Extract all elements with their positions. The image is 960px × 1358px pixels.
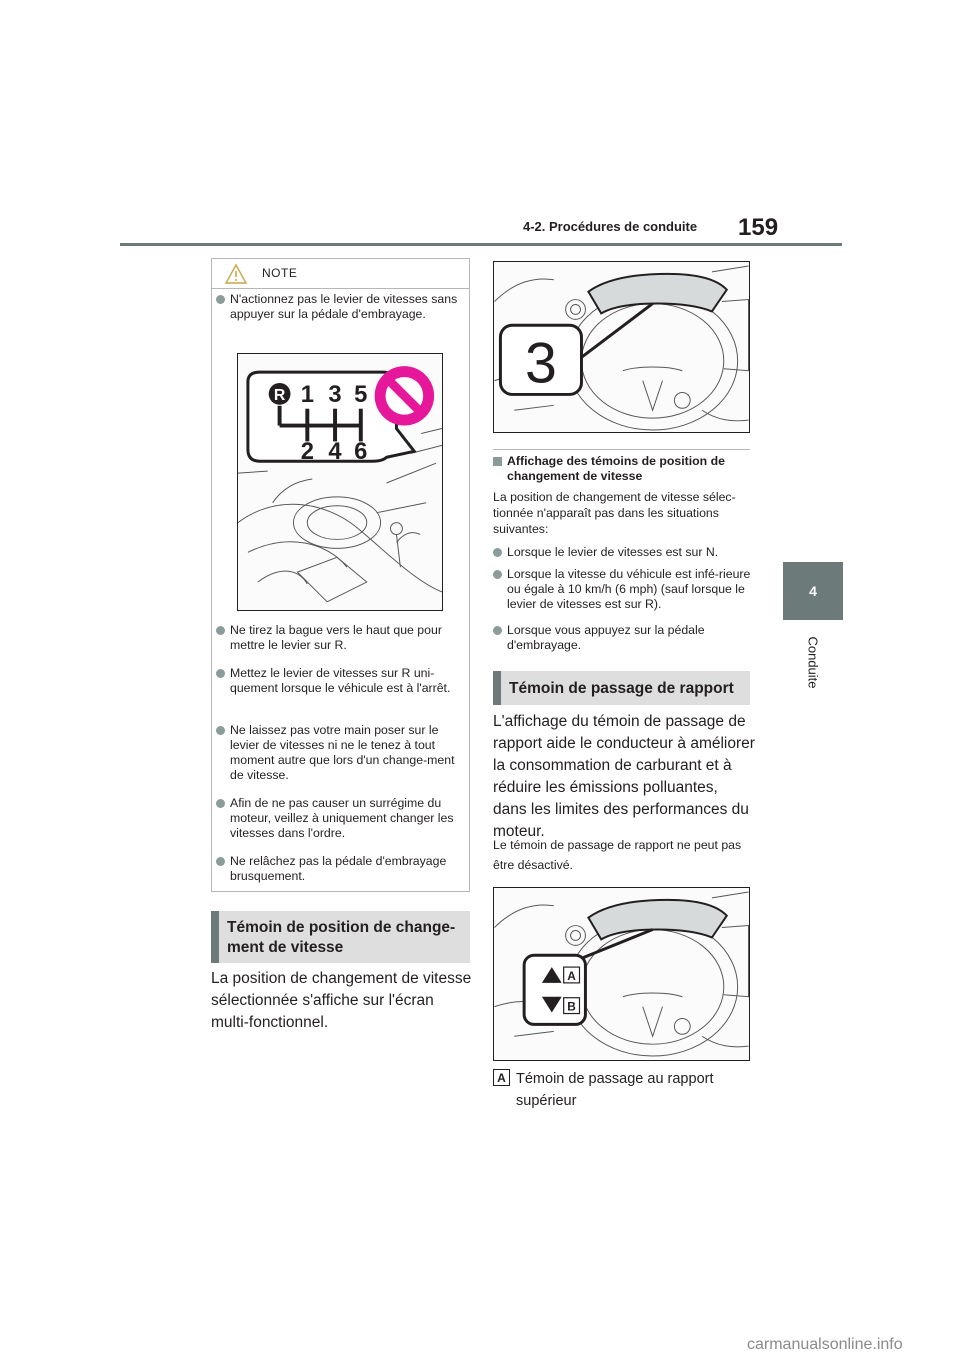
watermark: carmanualsonline.info [747, 1336, 903, 1353]
note-item: Mettez le levier de vitesses sur R uni-quement lorsque le véhicule est à l'arrêt. [216, 666, 466, 696]
note-item: Ne tirez la bague vers le haut que pour mettre le levier sur R. [216, 623, 466, 653]
indicator-label-a: A [567, 968, 576, 983]
page-number: 159 [738, 214, 779, 241]
gear-bottom-label: 6 [354, 438, 368, 466]
note-item: N'actionnez pas le levier de vitesses sans appuyer sur la pédale d'embrayage. [216, 292, 466, 322]
gear-bottom-label: 2 [300, 438, 314, 466]
gear-display-illustration [494, 262, 749, 432]
note-label: NOTE [262, 266, 298, 280]
gear-top-label: 5 [354, 380, 368, 408]
gear-bottom-label: 4 [328, 438, 342, 466]
shift-indicator-note: Le témoin de passage de rapport ne peut pas être désactivé. [493, 838, 742, 872]
callout-text: Témoin de passage au rapport supérieur [516, 1071, 714, 1109]
shift-indicator-illustration [494, 888, 749, 1060]
note-header [212, 259, 469, 289]
shift-lever-figure [237, 353, 443, 611]
gear-position-paragraph: La position de changement de vitesse sélectionnée s'affiche sur l'écran multi-fonctionnel. [211, 970, 472, 1031]
subsection-heading: Affichage des témoins de position de changement de vitesse [493, 454, 753, 484]
section-heading-gear-position: Témoin de position de change-ment de vitesse [211, 911, 470, 963]
chapter-number: 4 [809, 583, 817, 599]
gear-top-label: 1 [300, 380, 314, 408]
subsection-intro: La position de changement de vitesse sélec-tionnée n'apparaît pas dans les situations suivantes: [493, 490, 736, 536]
chapter-tab [783, 562, 843, 620]
note-item: Ne laissez pas votre main poser sur le levier de vitesses ni ne le tenez à tout moment autre que lors d'un change-ment de vitesse. [216, 723, 466, 783]
header-rule [120, 243, 842, 246]
subsection-rule [493, 449, 750, 450]
prohibited-icon [375, 366, 434, 425]
warning-triangle-icon [224, 263, 248, 285]
note-item: Afin de ne pas causer un surrégime du moteur, veillez à uniquement changer les vitesses dans l'ordre. [216, 796, 466, 841]
gear-number-digit: 3 [525, 331, 557, 396]
gear-reverse-label: R [273, 386, 286, 404]
callout-letter-box: A [493, 1069, 510, 1086]
section-heading-shift-indicator: Témoin de passage de rapport [493, 671, 750, 705]
subsection-bullet: Lorsque la vitesse du véhicule est infé-rieure ou égale à 10 km/h (6 mph) (sauf lorsque le levier de vitesses est sur R). [493, 567, 755, 612]
note-box [211, 258, 470, 892]
chapter-label: Conduite [805, 635, 821, 689]
note-item: Ne relâchez pas la pédale d'embrayage brusquement. [216, 854, 466, 884]
shift-indicator-figure [493, 887, 750, 1061]
subsection-bullet: Lorsque le levier de vitesses est sur N. [493, 545, 755, 560]
gear-top-label: 3 [328, 380, 342, 408]
shift-lever-illustration [238, 354, 442, 610]
gear-display-figure [493, 261, 750, 433]
subsection-bullet: Lorsque vous appuyez sur la pédale d'embrayage. [493, 623, 755, 653]
shift-indicator-paragraph: L'affichage du témoin de passage de rapport aide le conducteur à améliorer la consommation de carburant et à réduire les émissions polluantes, dans les limites des performances du moteur. [493, 713, 755, 840]
section-header-title: 4-2. Procédures de conduite [523, 219, 698, 234]
indicator-label-b: B [567, 999, 576, 1014]
